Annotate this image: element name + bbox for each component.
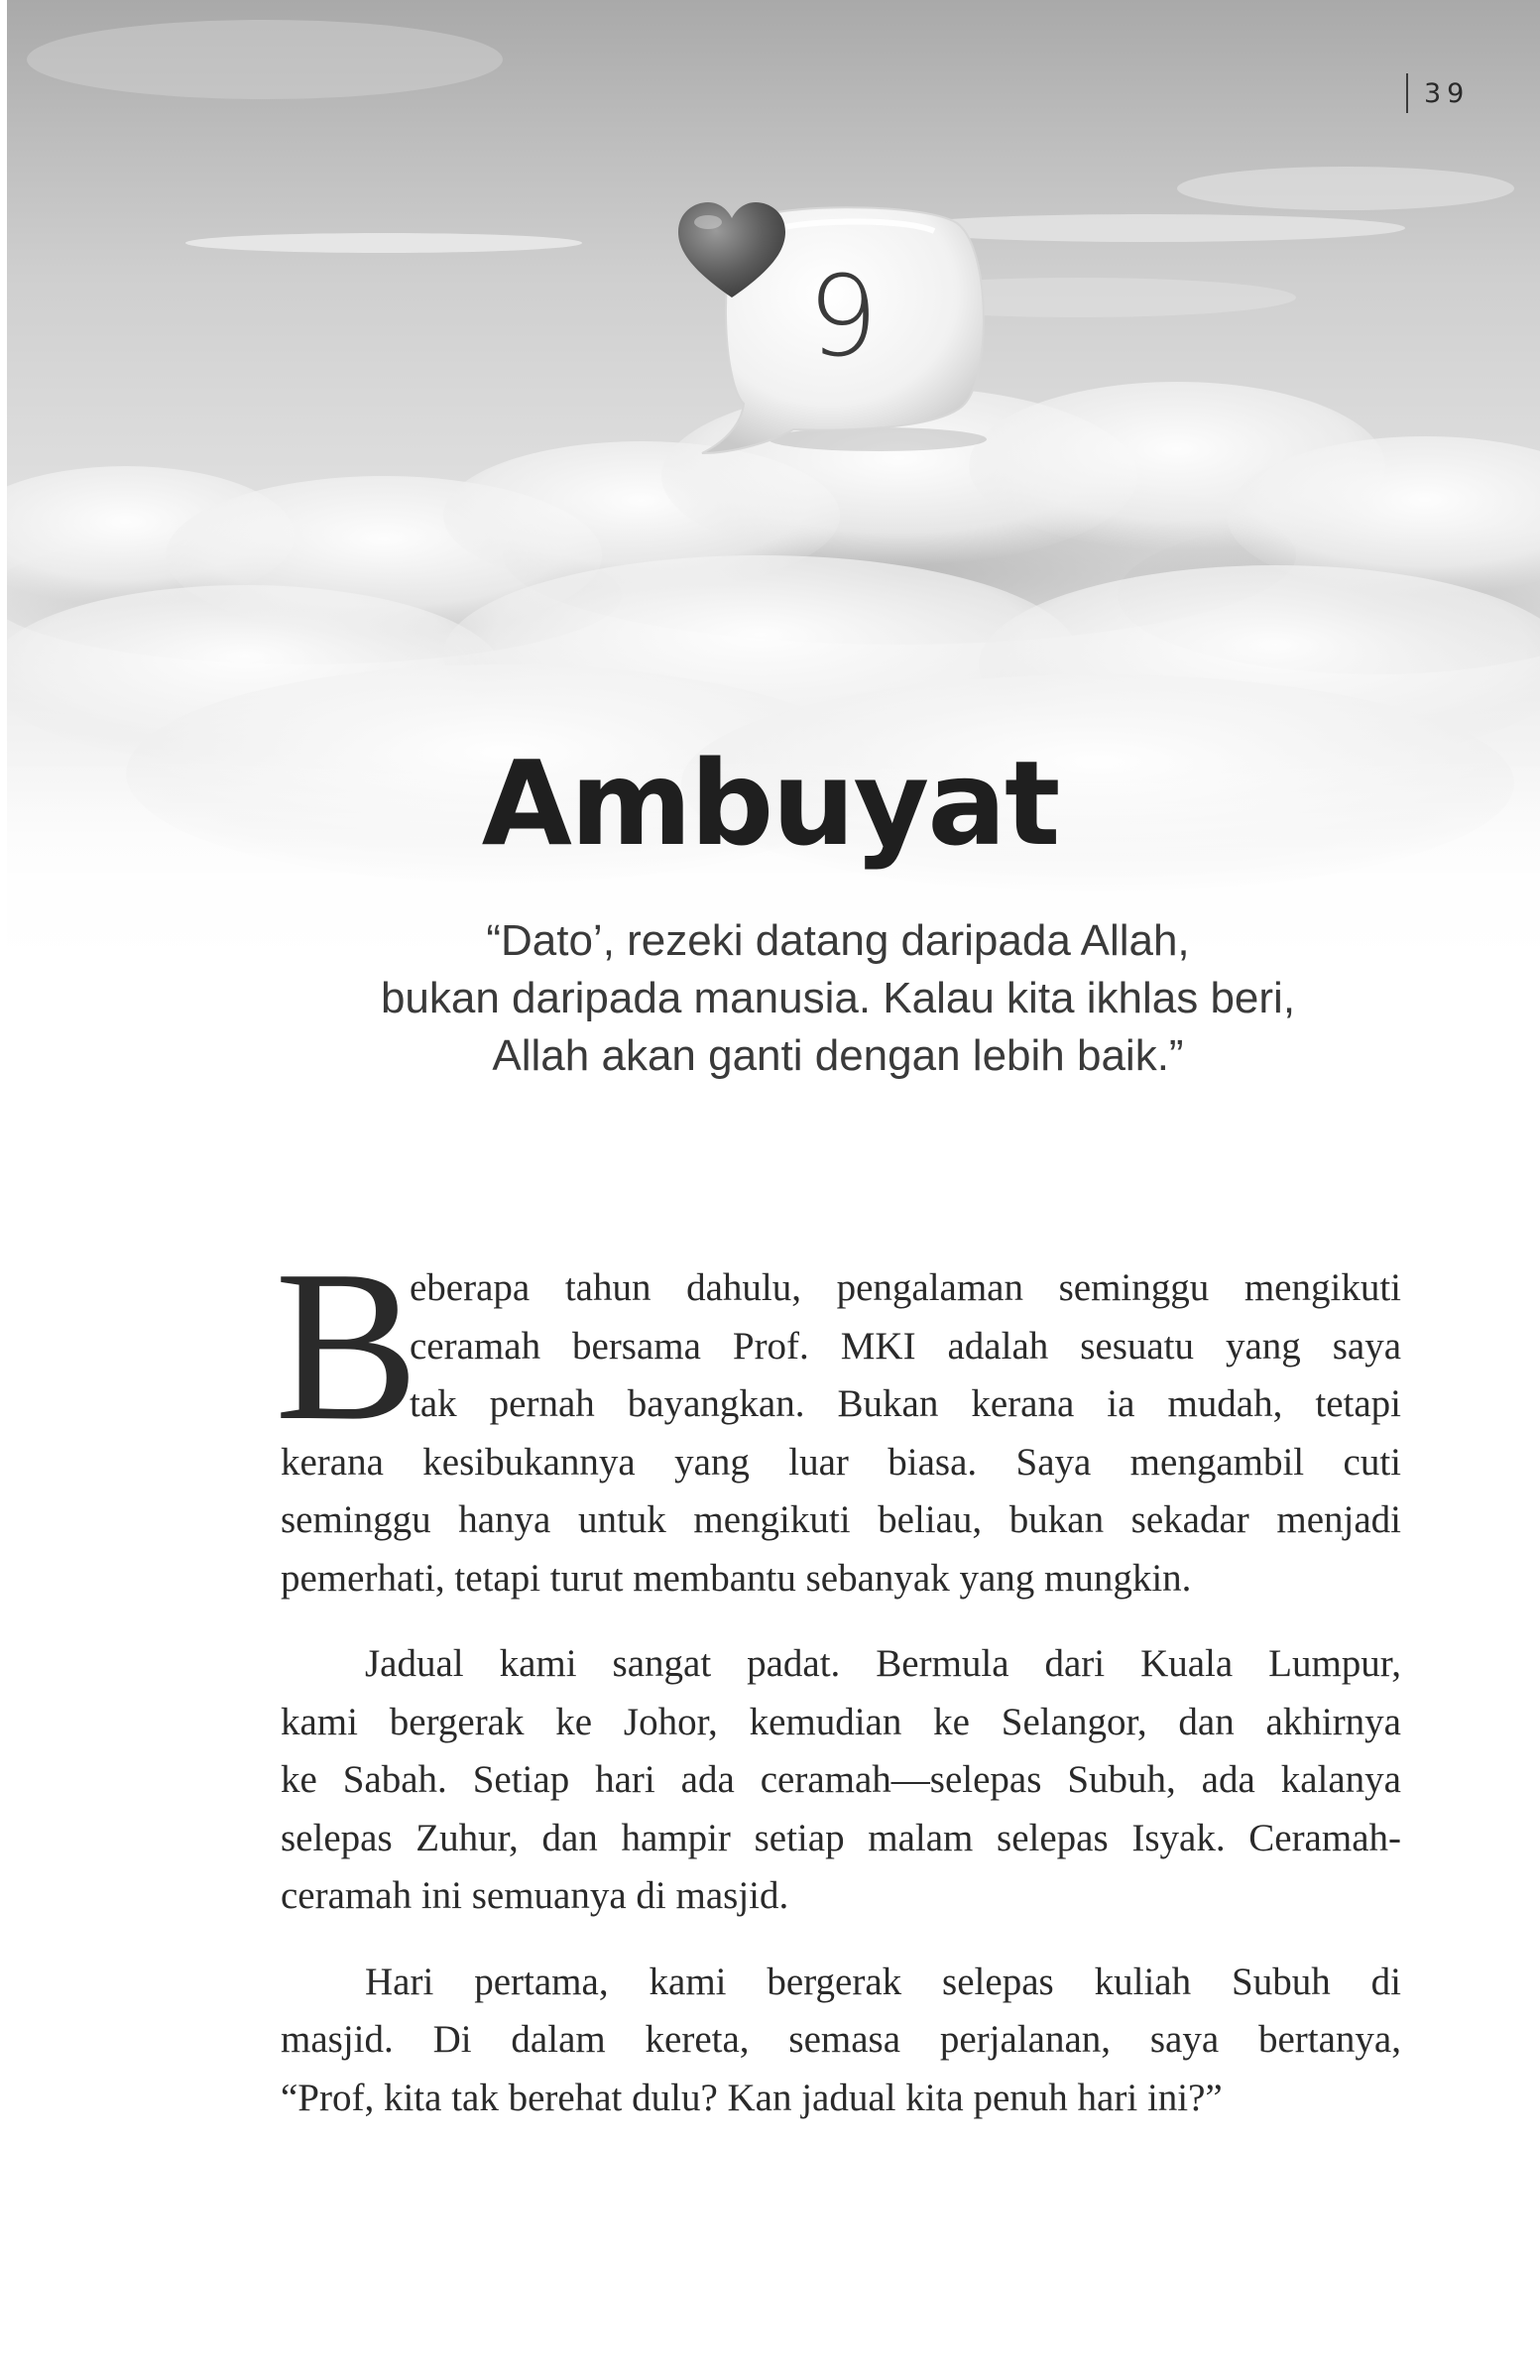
- text-line: kerana kesibukannya yang luar biasa. Saya mengambil cuti: [281, 1440, 1401, 1484]
- epigraph-line: “Dato’, rezeki datang daripada Allah,: [486, 916, 1190, 965]
- body-text: [275, 1227, 1401, 2155]
- chapter-number: 9: [807, 253, 879, 382]
- drop-cap: B: [275, 1227, 419, 1466]
- page-number: 39: [1424, 77, 1471, 109]
- epigraph-line: Allah akan ganti dengan lebih baik.”: [492, 1031, 1184, 1080]
- text-line: ceramah bersama Prof. MKI adalah sesuatu yang saya: [410, 1324, 1401, 1368]
- text-line: eberapa tahun dahulu, pengalaman seminggu mengikuti: [410, 1266, 1401, 1309]
- page-edge: [0, 0, 7, 2380]
- paragraph: [281, 1954, 1401, 2128]
- epigraph-line: bukan daripada manusia. Kalau kita ikhlas beri,: [380, 974, 1296, 1022]
- text-line: seminggu hanya untuk mengikuti beliau, bukan sekadar menjadi: [281, 1498, 1401, 1541]
- paragraph: [275, 1227, 1401, 1607]
- text-line: Hari pertama, kami bergerak selepas kuliah Subuh di: [365, 1960, 1401, 2003]
- header-rule: [1406, 73, 1408, 113]
- text-line: Jadual kami sangat padat. Bermula dari Kuala Lumpur,: [365, 1642, 1401, 1685]
- page-header: [1406, 73, 1470, 113]
- paragraph: [281, 1635, 1401, 1926]
- chapter-title: Ambuyat: [481, 735, 1059, 872]
- text-line: selepas Zuhur, dan hampir setiap malam selepas Isyak. Ceramah-: [281, 1816, 1401, 1859]
- epigraph-quote: [248, 912, 1428, 1085]
- text-line: tak pernah bayangkan. Bukan kerana ia mudah, tetapi: [410, 1382, 1401, 1425]
- text-line: kami bergerak ke Johor, kemudian ke Selangor, dan akhirnya: [281, 1700, 1401, 1743]
- text-line: masjid. Di dalam kereta, semasa perjalanan, saya bertanya,: [281, 2018, 1401, 2061]
- text-line: ceramah ini semuanya di masjid.: [281, 1874, 789, 1917]
- text-line: “Prof, kita tak berehat dulu? Kan jadual kita penuh hari ini?”: [281, 2076, 1223, 2119]
- text-line: ke Sabah. Setiap hari ada ceramah—selepas Subuh, ada kalanya: [281, 1758, 1401, 1801]
- heart-icon: [674, 198, 789, 305]
- text-line: pemerhati, tetapi turut membantu sebanyak yang mungkin.: [281, 1556, 1192, 1600]
